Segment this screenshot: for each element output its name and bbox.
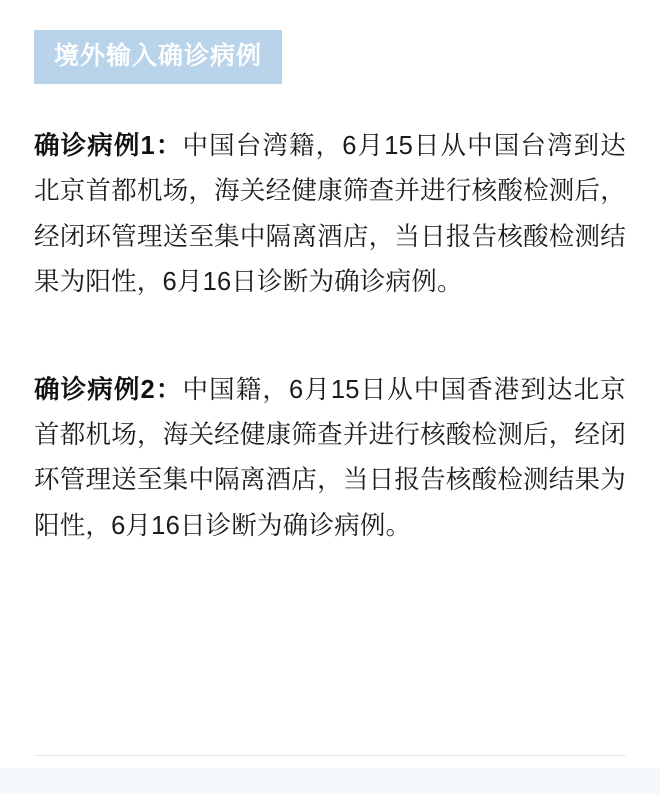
case-paragraph-1	[34, 124, 626, 306]
left-margin-rail	[0, 0, 10, 794]
paragraph-spacer	[34, 306, 626, 328]
bottom-divider	[34, 755, 626, 756]
case-1-label: 确诊病例1：	[34, 132, 183, 160]
case-2-label: 确诊病例2：	[34, 375, 183, 404]
case-2-text: 中国籍，6月15日从中国香港到达北京首都机场，海关经健康筛查并进行核酸检测后，经闭环管理送至集中隔离酒店，当日报告核酸检测结果为阳性，6月16日诊断为确诊病例。	[34, 375, 626, 540]
section-banner-title: 境外输入确诊病例	[34, 30, 282, 84]
case-paragraph-2	[34, 368, 626, 550]
bottom-strip	[0, 768, 660, 794]
case-1-text: 中国台湾籍，6月15日从中国台湾到达北京首都机场，海关经健康筛查并进行核酸检测后，经闭环管理送至集中隔离酒店，当日报告核酸检测结果为阳性，6月16日诊断为确诊病例。	[34, 132, 626, 297]
